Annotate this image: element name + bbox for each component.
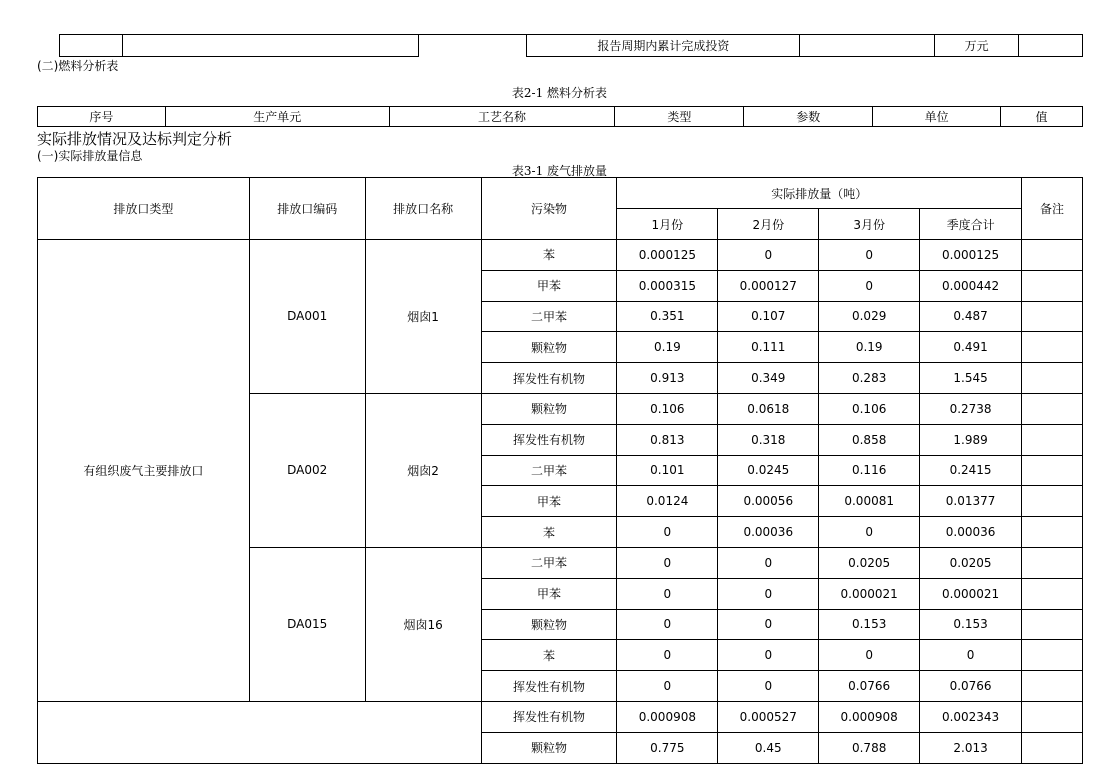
month-1-cell: 0.000315 [617, 270, 718, 301]
pollutant-cell: 苯 [481, 240, 617, 271]
month-3-cell: 0.153 [819, 609, 920, 640]
pollutant-cell: 苯 [481, 517, 617, 548]
pollutant-cell: 二甲苯 [481, 455, 617, 486]
note-cell [1022, 486, 1083, 517]
month-2-cell: 0.111 [718, 332, 819, 363]
month-2-cell: 0.318 [718, 424, 819, 455]
note-cell [1022, 270, 1083, 301]
month-2-cell: 0 [718, 240, 819, 271]
note-cell [1022, 732, 1083, 763]
quarter-total-cell: 0.0205 [920, 547, 1022, 578]
month-1-cell: 0 [617, 517, 718, 548]
outlet-code-cell: DA001 [249, 240, 365, 394]
header-month-1: 1月份 [617, 209, 718, 240]
month-2-cell: 0.0245 [718, 455, 819, 486]
quarter-total-cell: 0.000021 [920, 578, 1022, 609]
quarter-total-cell: 2.013 [920, 732, 1022, 763]
header-actual-emission: 实际排放量（吨） [617, 178, 1022, 209]
quarter-total-cell: 1.989 [920, 424, 1022, 455]
pollutant-cell: 颗粒物 [481, 393, 617, 424]
quarter-total-cell: 0.00036 [920, 517, 1022, 548]
cell-empty [122, 35, 418, 57]
month-3-cell: 0.19 [819, 332, 920, 363]
quarter-total-cell: 0.153 [920, 609, 1022, 640]
quarter-total-cell: 0 [920, 640, 1022, 671]
fuel-col-value: 值 [1001, 107, 1083, 127]
month-2-cell: 0.000527 [718, 701, 819, 732]
note-cell [1022, 517, 1083, 548]
investment-label: 报告周期内累计完成投资 [527, 35, 800, 57]
month-3-cell: 0 [819, 640, 920, 671]
month-1-cell: 0 [617, 640, 718, 671]
month-1-cell: 0.351 [617, 301, 718, 332]
pollutant-cell: 颗粒物 [481, 332, 617, 363]
fuel-col-no: 序号 [38, 107, 166, 127]
fuel-caption: 表2-1 燃料分析表 [511, 86, 608, 100]
quarter-total-cell: 0.487 [920, 301, 1022, 332]
quarter-total-cell: 0.01377 [920, 486, 1022, 517]
header-quarter-total: 季度合计 [920, 209, 1022, 240]
outlet-type-cell: 有组织废气主要排放口 [38, 240, 250, 702]
month-2-cell: 0.45 [718, 732, 819, 763]
note-cell [1022, 301, 1083, 332]
month-3-cell: 0.00081 [819, 486, 920, 517]
fuel-col-process: 工艺名称 [389, 107, 615, 127]
note-cell [1022, 240, 1083, 271]
quarter-total-cell: 0.000442 [920, 270, 1022, 301]
fuel-col-param: 参数 [744, 107, 873, 127]
outlet-type-cell [38, 701, 482, 763]
section-subheading: (一)实际排放量信息 [37, 149, 143, 163]
fuel-col-type: 类型 [615, 107, 744, 127]
header-month-3: 3月份 [819, 209, 920, 240]
month-1-cell: 0.775 [617, 732, 718, 763]
cell-empty [418, 35, 527, 57]
pollutant-cell: 颗粒物 [481, 732, 617, 763]
note-cell [1022, 547, 1083, 578]
pollutant-cell: 挥发性有机物 [481, 424, 617, 455]
month-2-cell: 0 [718, 671, 819, 702]
pollutant-cell: 二甲苯 [481, 301, 617, 332]
month-1-cell: 0 [617, 547, 718, 578]
month-1-cell: 0.19 [617, 332, 718, 363]
quarter-total-cell: 0.2738 [920, 393, 1022, 424]
pollutant-cell: 挥发性有机物 [481, 701, 617, 732]
month-3-cell: 0.106 [819, 393, 920, 424]
pollutant-cell: 甲苯 [481, 578, 617, 609]
month-3-cell: 0.116 [819, 455, 920, 486]
month-3-cell: 0.000908 [819, 701, 920, 732]
fuel-table [37, 106, 1083, 127]
note-cell [1022, 640, 1083, 671]
investment-table [59, 34, 1083, 57]
investment-value [800, 35, 935, 57]
month-2-cell: 0.0618 [718, 393, 819, 424]
month-1-cell: 0.813 [617, 424, 718, 455]
note-cell [1022, 393, 1083, 424]
fuel-col-unit: 生产单元 [165, 107, 389, 127]
note-cell [1022, 609, 1083, 640]
emission-table [37, 177, 1083, 764]
month-1-cell: 0 [617, 609, 718, 640]
pollutant-cell: 挥发性有机物 [481, 671, 617, 702]
month-3-cell: 0.029 [819, 301, 920, 332]
note-cell [1022, 332, 1083, 363]
investment-unit: 万元 [935, 35, 1019, 57]
outlet-name-cell: 烟囱16 [365, 547, 481, 701]
month-2-cell: 0 [718, 547, 819, 578]
month-2-cell: 0 [718, 640, 819, 671]
fuel-heading: (二)燃料分析表 [37, 59, 119, 73]
month-1-cell: 0.000125 [617, 240, 718, 271]
quarter-total-cell: 0.2415 [920, 455, 1022, 486]
quarter-total-cell: 0.000125 [920, 240, 1022, 271]
note-cell [1022, 578, 1083, 609]
month-2-cell: 0.000127 [718, 270, 819, 301]
month-3-cell: 0 [819, 240, 920, 271]
month-2-cell: 0.349 [718, 363, 819, 394]
quarter-total-cell: 0.491 [920, 332, 1022, 363]
note-cell [1022, 701, 1083, 732]
header-month-2: 2月份 [718, 209, 819, 240]
month-1-cell: 0 [617, 671, 718, 702]
pollutant-cell: 甲苯 [481, 270, 617, 301]
quarter-total-cell: 0.002343 [920, 701, 1022, 732]
month-3-cell: 0.788 [819, 732, 920, 763]
pollutant-cell: 颗粒物 [481, 609, 617, 640]
pollutant-cell: 苯 [481, 640, 617, 671]
header-outlet-type: 排放口类型 [38, 178, 250, 240]
month-3-cell: 0.000021 [819, 578, 920, 609]
cell-empty [60, 35, 123, 57]
note-cell [1022, 424, 1083, 455]
outlet-code-cell: DA015 [249, 547, 365, 701]
month-3-cell: 0.0205 [819, 547, 920, 578]
header-pollutant: 污染物 [481, 178, 617, 240]
cell-empty [1019, 35, 1083, 57]
month-2-cell: 0 [718, 578, 819, 609]
month-3-cell: 0.858 [819, 424, 920, 455]
month-3-cell: 0 [819, 270, 920, 301]
header-note: 备注 [1022, 178, 1083, 240]
outlet-code-cell: DA002 [249, 393, 365, 547]
note-cell [1022, 671, 1083, 702]
month-1-cell: 0.101 [617, 455, 718, 486]
section-heading: 实际排放情况及达标判定分析 [37, 130, 233, 148]
pollutant-cell: 甲苯 [481, 486, 617, 517]
note-cell [1022, 363, 1083, 394]
quarter-total-cell: 1.545 [920, 363, 1022, 394]
table-row [38, 240, 1083, 271]
outlet-name-cell: 烟囱2 [365, 393, 481, 547]
note-cell [1022, 455, 1083, 486]
month-3-cell: 0.0766 [819, 671, 920, 702]
fuel-col-measure: 单位 [873, 107, 1001, 127]
month-2-cell: 0.00036 [718, 517, 819, 548]
header-outlet-name: 排放口名称 [365, 178, 481, 240]
table-row [38, 701, 1083, 732]
month-2-cell: 0.107 [718, 301, 819, 332]
month-1-cell: 0.000908 [617, 701, 718, 732]
month-3-cell: 0.283 [819, 363, 920, 394]
pollutant-cell: 挥发性有机物 [481, 363, 617, 394]
month-1-cell: 0.913 [617, 363, 718, 394]
emission-caption: 表3-1 废气排放量 [511, 164, 608, 178]
month-1-cell: 0.106 [617, 393, 718, 424]
header-outlet-code: 排放口编码 [249, 178, 365, 240]
month-1-cell: 0 [617, 578, 718, 609]
outlet-name-cell: 烟囱1 [365, 240, 481, 394]
pollutant-cell: 二甲苯 [481, 547, 617, 578]
month-3-cell: 0 [819, 517, 920, 548]
month-2-cell: 0.00056 [718, 486, 819, 517]
quarter-total-cell: 0.0766 [920, 671, 1022, 702]
month-2-cell: 0 [718, 609, 819, 640]
month-1-cell: 0.0124 [617, 486, 718, 517]
